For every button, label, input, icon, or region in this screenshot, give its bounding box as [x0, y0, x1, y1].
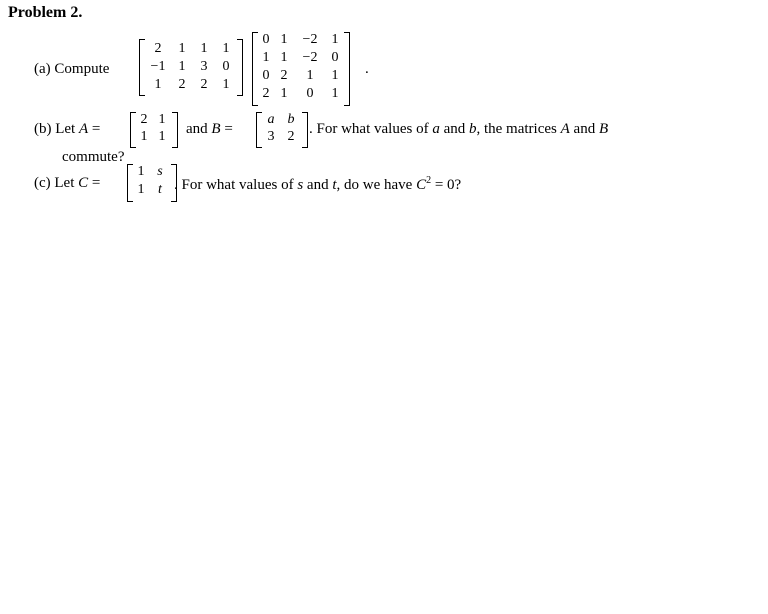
matrix-entry: 2: [154, 41, 162, 56]
matrix-a1: [139, 39, 243, 96]
question-text: . For what values of: [174, 177, 294, 193]
matrix-entry: 1: [158, 112, 166, 127]
part-b-label: (b) Let: [34, 121, 76, 137]
matrix-entry: 2: [178, 77, 186, 92]
sym-t: t: [332, 177, 337, 193]
sym-A: A: [560, 121, 570, 137]
matrix-entry: 1: [178, 41, 186, 56]
matrix-entry: 1: [262, 50, 270, 65]
sym-A: A: [78, 121, 89, 137]
matrix-entry: 1: [140, 129, 148, 144]
matrix-entry: t: [158, 182, 162, 197]
matrix-entry: 2: [140, 112, 148, 127]
part-a-label: (a) Compute: [34, 61, 110, 77]
sym-s: s: [297, 177, 304, 193]
part-c-line1: [34, 175, 100, 192]
matrix-entry: 1: [178, 59, 186, 74]
matrix-entry: 0: [306, 86, 314, 101]
question-text: , do we have: [336, 177, 413, 193]
problem-title: Problem 2.: [8, 4, 83, 21]
matrix-entry: 1: [306, 68, 314, 83]
sym-C: C: [416, 177, 427, 193]
matrix-entry: 1: [280, 50, 288, 65]
matrix-entry: 1: [154, 77, 162, 92]
part-b-line2: commute?: [62, 149, 125, 165]
sym-b: b: [468, 121, 477, 137]
part-a-period: .: [365, 61, 369, 77]
part-b-line1: [34, 121, 100, 138]
matrix-B: [256, 112, 308, 148]
matrix-entry: b: [287, 112, 295, 127]
sym-B: B: [598, 121, 609, 137]
matrix-entry: 1: [331, 32, 339, 47]
matrix-entry: 3: [267, 129, 275, 144]
matrix-entry: −2: [302, 32, 318, 47]
matrix-entry: 1: [280, 32, 288, 47]
equals-sign: =: [224, 121, 233, 137]
question-text: , the matrices: [476, 121, 557, 137]
part-c-question: [174, 175, 461, 194]
matrix-entry: a: [267, 112, 275, 127]
matrix-entry: 0: [262, 32, 270, 47]
equals-sign: =: [91, 121, 101, 137]
exponent: 2: [426, 175, 432, 186]
matrix-entry: s: [157, 164, 163, 179]
sym-B: B: [211, 121, 221, 137]
matrix-A-grid: [136, 112, 172, 148]
part-b-question: [309, 121, 608, 138]
matrix-entry: −1: [150, 59, 166, 74]
and-text: and: [186, 121, 208, 137]
matrix-C-grid: [133, 164, 171, 202]
matrix-entry: 1: [331, 86, 339, 101]
matrix-entry: 1: [222, 41, 230, 56]
question-text: . For what values of: [309, 121, 429, 137]
matrix-a1-grid: [145, 39, 237, 96]
matrix-entry: 1: [331, 68, 339, 83]
matrix-a2: [252, 32, 350, 106]
sym-a: a: [432, 121, 440, 137]
matrix-entry: 0: [262, 68, 270, 83]
matrix-entry: 2: [280, 68, 288, 83]
sym-C: C: [78, 175, 89, 191]
and-text: and: [306, 177, 329, 193]
matrix-entry: 3: [200, 59, 208, 74]
and-text: and: [573, 121, 596, 137]
part-b-and-b: [186, 121, 233, 138]
matrix-A: [130, 112, 178, 148]
matrix-entry: 1: [200, 41, 208, 56]
matrix-entry: −2: [302, 50, 318, 65]
question-end: = 0?: [434, 177, 462, 193]
matrix-entry: 1: [280, 86, 288, 101]
matrix-entry: 1: [222, 77, 230, 92]
matrix-entry: 1: [158, 129, 166, 144]
matrix-entry: 2: [287, 129, 295, 144]
matrix-entry: 2: [200, 77, 208, 92]
equals-sign: =: [91, 175, 101, 191]
matrix-entry: 2: [262, 86, 270, 101]
and-text: and: [443, 121, 466, 137]
matrix-B-grid: [262, 112, 302, 148]
matrix-entry: 0: [222, 59, 230, 74]
matrix-C: [127, 164, 177, 202]
part-c-label: (c) Let: [34, 175, 75, 191]
matrix-entry: 1: [137, 164, 145, 179]
matrix-entry: 0: [331, 50, 339, 65]
matrix-a2-grid: [258, 32, 344, 106]
matrix-entry: 1: [137, 182, 145, 197]
